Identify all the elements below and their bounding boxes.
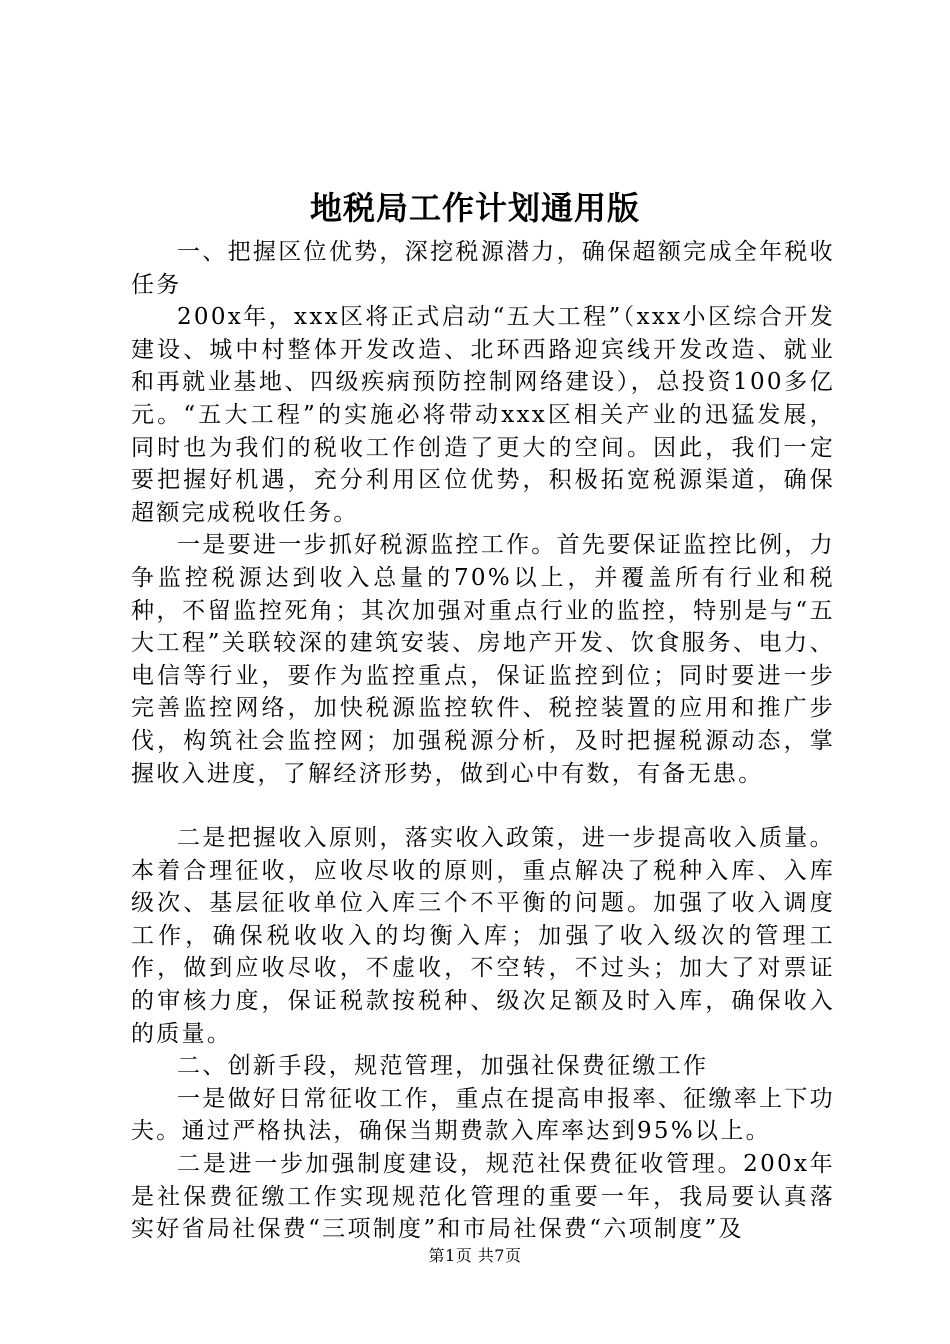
body-paragraph: 二是把握收入原则，落实收入政策，进一步提高收入质量。本着合理征收，应收尽收的原则，重点解决了税种入库、入库级次、基层征收单位入库三个不平衡的问题。加强了收入调度工作，确保税收收入的均衡入库；加强了收入级次的管理工作，做到应收尽收，不虚收，不空转，不过头；加大了对票证的审核力度，保证税款按税种、级次足额及时入库，确保收入的质量。 bbox=[131, 825, 835, 1047]
body-paragraph: 一是做好日常征收工作，重点在提高申报率、征缴率上下功夫。通过严格执法，确保当期费款入库率达到95%以上。 bbox=[131, 1085, 835, 1145]
document-title: 地税局工作计划通用版 bbox=[309, 189, 640, 227]
section-heading-1: 一、把握区位优势，深挖税源潜力，确保超额完成全年税收任务 bbox=[131, 239, 835, 298]
section-heading-2: 二、创新手段，规范管理，加强社保费征缴工作 bbox=[177, 1053, 709, 1080]
body-paragraph: 200x年，xxx区将正式启动“五大工程”（xxx小区综合开发建设、城中村整体开发改造、北环西路迎宾线开发改造、就业和再就业基地、四级疾病预防控制网络建设），总投资100多亿元。“五大工程”的实施必将带动xxx区相关产业的迅猛发展，同时也为我们的税收工作创造了更大的空间。因此，我们一定要把握好机遇，充分利用区位优势，积极拓宽税源渠道，确保超额完成税收任务。 bbox=[131, 304, 835, 526]
body-paragraph: 二是进一步加强制度建设，规范社保费征收管理。200x年是社保费征缴工作实现规范化管理的重要一年，我局要认真落实好省局社保费“三项制度”和市局社保费“六项制度”及 bbox=[131, 1151, 835, 1243]
page-footer: 第1页 共7页 bbox=[428, 1246, 522, 1265]
body-paragraph: 一是要进一步抓好税源监控工作。首先要保证监控比例，力争监控税源达到收入总量的70%以上，并覆盖所有行业和税种，不留监控死角；其次加强对重点行业的监控，特别是与“五大工程”关联较深的建筑安装、房地产开发、饮食服务、电力、电信等行业，要作为监控重点，保证监控到位；同时要进一步完善监控网络，加快税源监控软件、税控装置的应用和推广步伐，构筑社会监控网；加强税源分析，及时把握税源动态，掌握收入进度，了解经济形势，做到心中有数，有备无患。 bbox=[131, 532, 835, 787]
document-body bbox=[131, 236, 835, 1246]
